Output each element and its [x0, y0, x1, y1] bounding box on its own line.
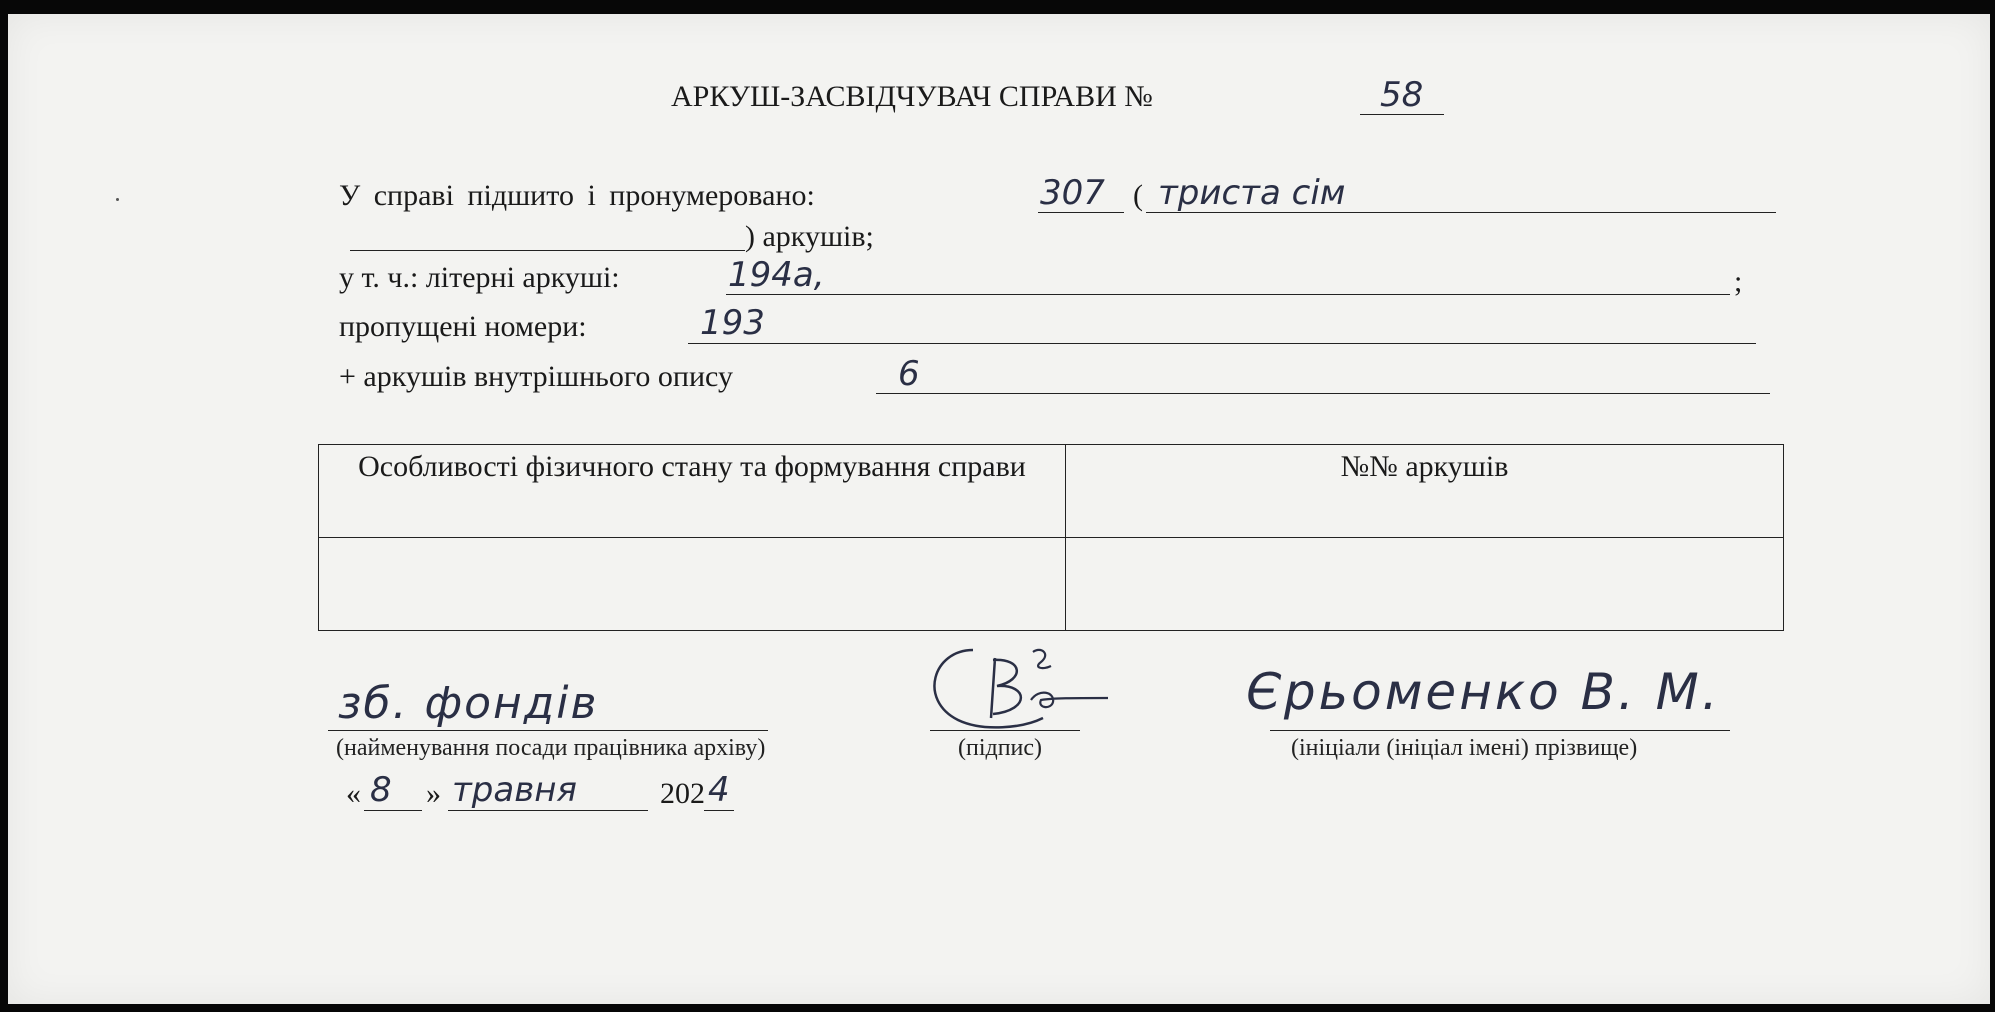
case-number-underline [1360, 114, 1444, 115]
inventory-sheets-label: + аркушів внутрішнього опису [339, 360, 733, 393]
physical-state-table [318, 444, 1784, 631]
date-open-quote: « [346, 777, 361, 810]
table-cell-sheet-numbers [1066, 538, 1784, 631]
document-sheet [8, 14, 1990, 1004]
missing-numbers-label: пропущені номери: [339, 310, 587, 343]
name-caption: (ініціали (ініціал імені) прізвище) [1291, 735, 1638, 761]
position-underline [328, 730, 768, 731]
signature-caption: (підпис) [958, 735, 1043, 761]
sheets-close-suffix: ) аркушів; [745, 220, 874, 253]
letter-sheets-value: 194а, [728, 255, 825, 295]
inventory-sheets-underline [876, 393, 1770, 394]
name-value: Єрьоменко В. М. [1246, 663, 1721, 721]
paper-speck [116, 198, 119, 201]
name-underline [1270, 730, 1730, 731]
date-day-underline [364, 810, 422, 811]
table-header-features: Особливості фізичного стану та формування справи [319, 445, 1066, 538]
sheets-words-underline-2 [350, 250, 745, 251]
letter-sheets-label: у т. ч.: літерні аркуші: [339, 261, 620, 294]
sheets-count-words: триста сім [1158, 173, 1346, 213]
missing-numbers-value: 193 [700, 303, 765, 343]
letter-sheets-underline [726, 294, 1730, 295]
date-year-suffix: 4 [708, 770, 730, 810]
case-number-value: 58 [1380, 75, 1424, 115]
inventory-sheets-value: 6 [898, 354, 920, 394]
position-value: зб. фондів [338, 678, 599, 729]
date-day: 8 [370, 770, 392, 810]
missing-numbers-underline [688, 343, 1756, 344]
open-paren: ( [1133, 179, 1143, 212]
date-month-underline [448, 810, 648, 811]
signature-underline [930, 730, 1080, 731]
date-year-underline [704, 810, 734, 811]
table-header-sheet-numbers: №№ аркушів [1066, 445, 1784, 538]
date-month: травня [452, 770, 577, 810]
letter-sheets-end: ; [1734, 265, 1743, 298]
signature-mark [913, 640, 1123, 740]
sheets-count-value: 307 [1040, 173, 1105, 213]
document-title: АРКУШ-ЗАСВІДЧУВАЧ СПРАВИ № [671, 80, 1153, 113]
date-close-quote: » [426, 777, 441, 810]
sheets-label: У справі підшито і пронумеровано: [339, 179, 815, 212]
position-caption: (найменування посади працівника архіву) [336, 735, 766, 761]
date-year-prefix: 202 [660, 777, 705, 810]
sheets-count-underline [1038, 212, 1124, 213]
sheets-words-underline [1146, 212, 1776, 213]
table-row [319, 538, 1784, 631]
table-cell-features [319, 538, 1066, 631]
